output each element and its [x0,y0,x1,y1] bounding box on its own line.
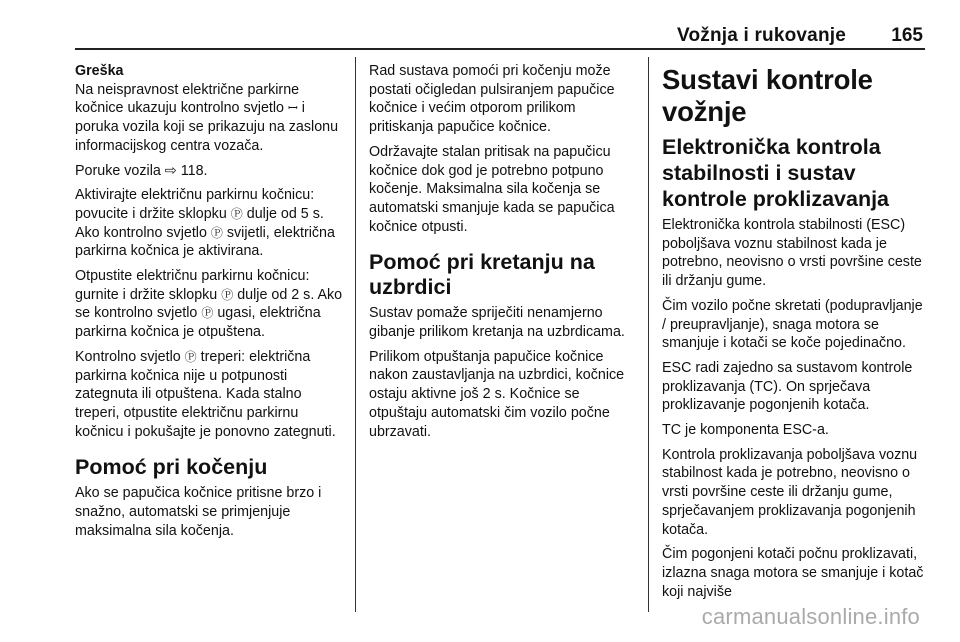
text: ugasi, električna parkirna kočnica je otpuštena. [75,305,321,341]
paragraph: TC je komponenta ESC-a. [662,422,829,439]
paragraph: Čim vozilo počne skretati (podupravljanje / preupravljanje), snaga motora se smanjuje i kotači se koče pojedinačno. [662,297,923,352]
column-divider [355,57,356,612]
parking-brake-icon: Ⓟ [230,206,243,221]
paragraph: ESC radi zajedno sa sustavom kontrole proklizavanja (TC). On sprječava proklizavanje pogonjenih kotača. [662,359,913,414]
paragraph [75,186,347,261]
brake-warning-icon: ꟷ [287,101,298,116]
page-header [0,0,960,50]
parking-brake-icon: Ⓟ [201,306,214,321]
paragraph: Ako se papučica kočnice pritisne brzo i snažno, automatski se primjenjuje maksimalna sila kočenja. [75,485,322,539]
text: Aktivirajte električnu parkirnu kočnicu: povucite i držite sklopku [75,187,315,222]
parking-brake-icon: Ⓟ [221,287,234,302]
header-rule [75,48,925,50]
page-number: 165 [891,25,923,46]
paragraph: Rad sustava pomoći pri kočenju može postati očigledan pulsiranjem papučice kočnice i većim otporom prilikom pritiskanja papučice kočnice. [369,63,615,136]
text: svijetli, električna parkirna kočnica je aktivirana. [75,224,335,260]
parking-brake-icon: Ⓟ [184,349,197,364]
paragraph [75,81,347,156]
parking-brake-icon: Ⓟ [210,225,223,240]
paragraph [75,348,347,442]
text: Na neispravnost električne parkirne kočnice ukazuju kontrolno svjetlo [75,81,300,117]
text: dulje od 2 s. Ako se kontrolno svjetlo [75,286,343,322]
heading-esc-tc: Elektronička kontrola stabilnosti i sustav kontrole proklizavanja [662,135,890,211]
error-label: Greška [75,63,124,79]
column-left [75,62,347,546]
column-right [662,62,930,607]
paragraph: Kontrola proklizavanja poboljšava voznu stabilnost kada je potrebno, neovisno o vrsti površine ceste ili držanju gume, sprječavanjem proklizavanja pogonjenih kotača. [662,446,918,538]
paragraph: Prilikom otpuštanja papučice kočnice nakon zaustavljanja na uzbrdici, kočnice ostaju aktivne još 2 s. Kočnice se otpuštaju automatski čim vozilo počne ubrzavati. [369,348,625,440]
heading-hill-start-assist: Pomoć pri kretanju na uzbrdici [369,250,595,300]
paragraph [75,267,347,342]
paragraph: Sustav pomaže spriječiti nenamjerno gibanje prilikom kretanja na uzbrdicama. [369,305,625,341]
text: Kontrolno svjetlo [75,348,185,365]
text: i poruka vozila koji se prikazuju na zaslonu informacijskog centra vozača. [75,100,339,154]
paragraph: Čim pogonjeni kotači počnu proklizavati, izlazna snaga motora se smanjuje i kotač koji najviše [662,546,924,600]
column-divider [648,57,649,612]
column-middle [369,62,637,447]
paragraph: Održavajte stalan pritisak na papučicu kočnice dok god je potrebno potpuno kočenje. Maksimalna sila kočenja se automatski smanjuje kada se papučica kočnice otpusti. [369,143,615,235]
section-title: Vožnja i rukovanje [676,25,846,46]
cross-reference: Poruke vozila ⇨ 118. [75,162,208,179]
paragraph: Elektronička kontrola stabilnosti (ESC) poboljšava voznu stabilnost kada je potrebno, neovisno o vrsti površine ceste ili držanju gume. [662,217,922,290]
text: treperi: električna parkirna kočnica nije u potpunosti zategnuta ili otpuštena. Kada stalno treperi, otpustite električnu parkirnu kočnicu i pokušajte je ponovno zategnuti. [75,348,336,440]
watermark: carmanualsonline.info [701,604,920,629]
text: dulje od 5 s. Ako kontrolno svjetlo [75,205,324,241]
heading-brake-assist: Pomoć pri kočenju [75,455,268,480]
text: Otpustite električnu parkirnu kočnicu: gurnite i držite sklopku [75,268,310,303]
heading-driving-control-systems: Sustavi kontrole vožnje [662,64,873,127]
